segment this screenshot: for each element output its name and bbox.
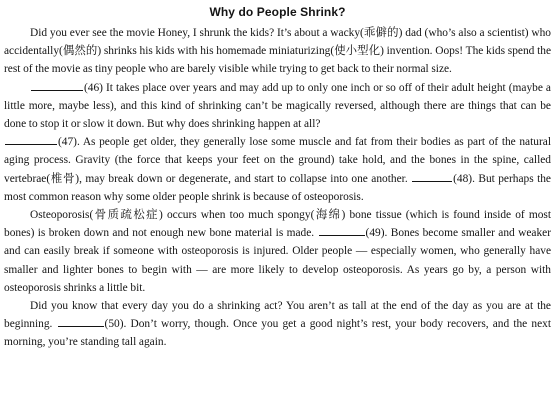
paragraph-text: (48). But perhaps the most common reason why some older people shrink is because of osteoporosis. [4, 172, 551, 203]
document-title: Why do People Shrink? [209, 5, 346, 19]
document-body [4, 24, 551, 352]
paragraph [4, 133, 551, 206]
paragraph-text: (49). Bones become smaller and weaker and can easily break if someone with osteoporosis is injured. Older people — especially women, who generally have smaller and lighter bones to begin with — are more likely to develop osteoporosis. As years go by, a person with osteoporosis shrinks a little bit. [4, 227, 551, 294]
paragraph-text: Did you know that every day you do a shrinking act? You aren’t as tall at the end of the day as you are at the beginning. [4, 300, 551, 331]
paragraph-text: Osteoporosis(骨质疏松症) occurs when too much spongy(海绵) bone tissue (which is found inside of most bones) is broken down and not enough new bone material is made. [4, 209, 551, 240]
answer-blank [58, 315, 104, 327]
paragraph [4, 24, 551, 79]
paragraph [4, 79, 551, 134]
paragraph-text: (46) It takes place over years and may add up to only one inch or so off of their adult height (maybe a little more, maybe less), and this kind of shrinking can’t be magically reversed, although there are things that can be done to stop it or slow it down. But why does shrinking happen at all? [4, 81, 551, 131]
paragraph-text: (50). Don’t worry, though. Once you get a good night’s rest, your body recovers, and the next morning, you’re standing tall again. [4, 318, 551, 349]
paragraph [4, 206, 551, 297]
paragraph-text: (47). As people get older, they generally lose some muscle and fat from their bodies as part of the natural aging process. Gravity (the force that keeps your feet on the ground) take hold, and the bones in the spine, called vertebrae(椎骨), may break down or degenerate, and start to collapse into one another. [4, 136, 551, 185]
answer-blank [5, 133, 57, 145]
answer-blank [319, 224, 365, 236]
answer-blank [31, 79, 83, 91]
paragraph [4, 297, 551, 352]
answer-blank [412, 170, 452, 182]
paragraph-text: Did you ever see the movie Honey, I shrunk the kids? It’s about a wacky(乖僻的) dad (who’s also a scientist) who accidentally(偶然的) shrinks his kids with his homemade miniaturizing(使小型化) invention. Oops! The kids spend the rest of the movie as tiny people who are barely visible while trying to get back to their normal size. [4, 27, 551, 76]
